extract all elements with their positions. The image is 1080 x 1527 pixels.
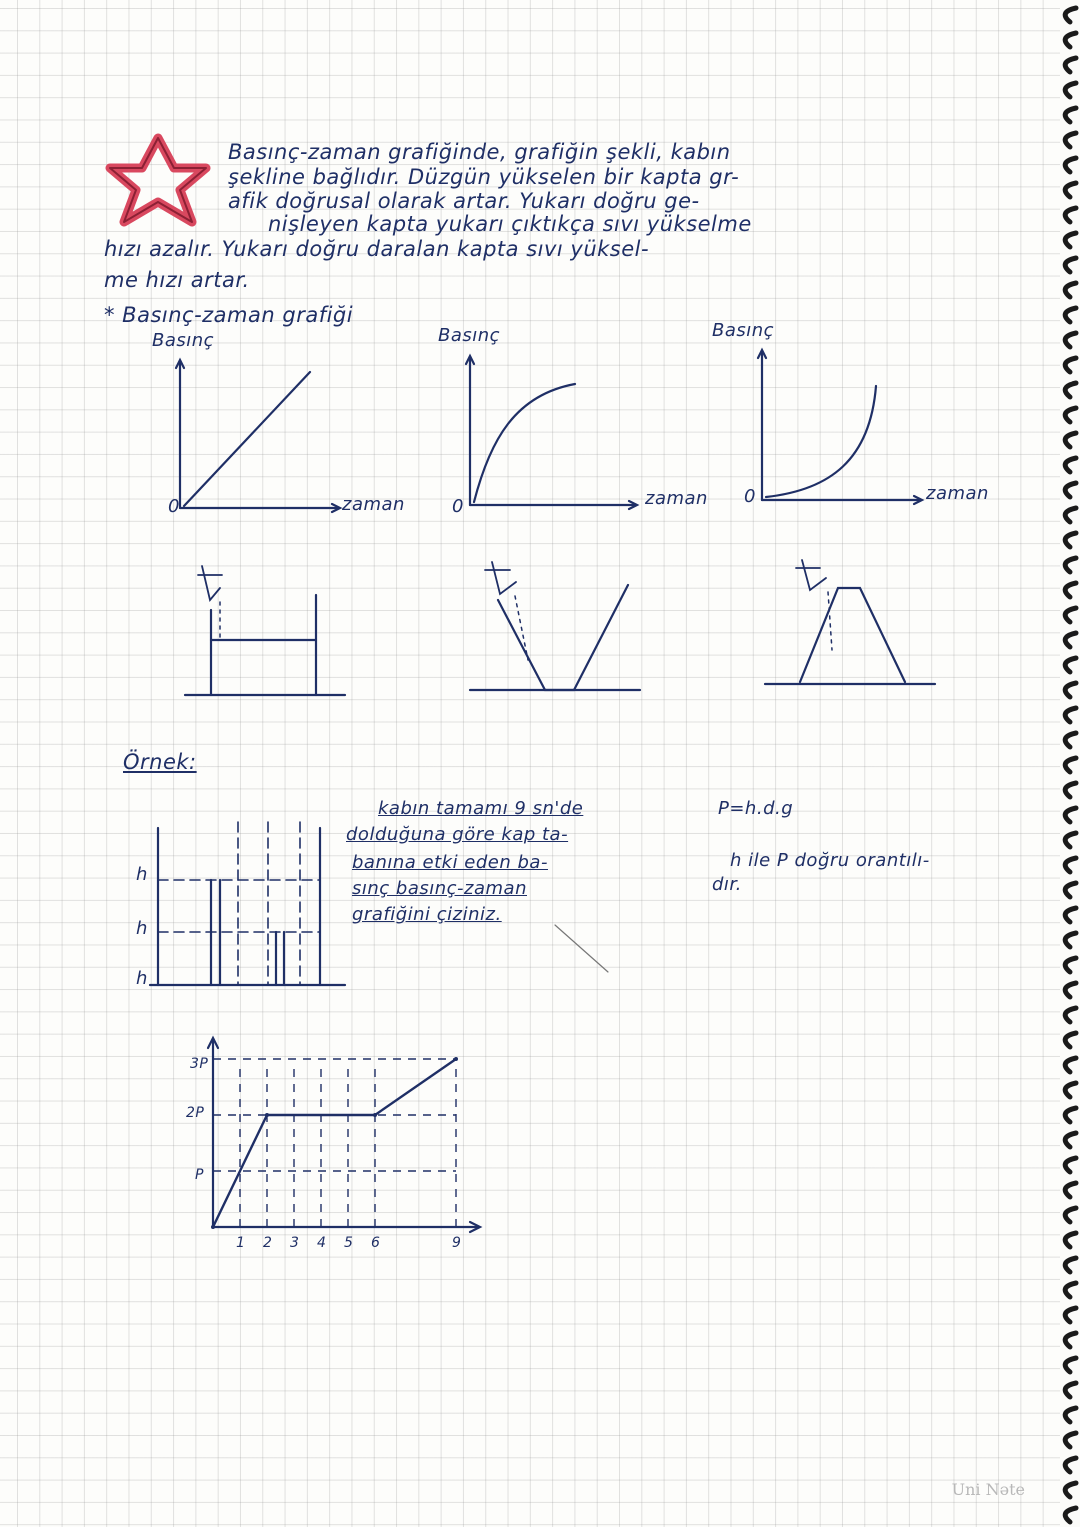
spiral-ring xyxy=(1065,1058,1076,1072)
spiral-ring xyxy=(1065,1433,1076,1447)
spiral-ring xyxy=(1065,383,1076,397)
spiral-ring xyxy=(1065,133,1076,147)
spiral-ring xyxy=(1065,333,1076,347)
spiral-ring xyxy=(1065,33,1076,47)
spiral-ring xyxy=(1065,908,1076,922)
spiral-ring xyxy=(1065,1483,1076,1497)
spiral-ring xyxy=(1065,583,1076,597)
question-line-5: grafiğini çiziniz. xyxy=(352,904,502,925)
spiral-ring xyxy=(1065,708,1076,722)
watermark: Uni Nəte xyxy=(951,1480,1025,1499)
solution-xtick-1: 1 xyxy=(236,1235,245,1251)
spiral-ring xyxy=(1065,1183,1076,1197)
spiral-ring xyxy=(1065,733,1076,747)
spiral-ring xyxy=(1065,1158,1076,1172)
spiral-ring xyxy=(1065,683,1076,697)
spiral-ring xyxy=(1065,833,1076,847)
spiral-ring xyxy=(1065,958,1076,972)
spiral-ring xyxy=(1065,433,1076,447)
spiral-ring xyxy=(1065,858,1076,872)
spiral-ring xyxy=(1065,533,1076,547)
note-line-2: h ile P doğru orantılı- xyxy=(730,850,930,871)
height-label-3: h xyxy=(136,968,148,989)
spiral-ring xyxy=(1065,1508,1076,1522)
intro-line-1: Basınç-zaman grafiğinde, grafiğin şekli, kabın xyxy=(228,140,731,164)
spiral-ring xyxy=(1065,758,1076,772)
spiral-ring xyxy=(1065,558,1076,572)
question-line-4: sınç basınç-zaman xyxy=(352,878,527,899)
intro-line-5: hızı azalır. Yukarı doğru daralan kapta sıvı yüksel- xyxy=(104,237,650,261)
spiral-ring xyxy=(1065,1033,1076,1047)
question-line-1: kabın tamamı 9 sn'de xyxy=(378,798,584,819)
spiral-ring xyxy=(1065,8,1076,22)
spiral-ring xyxy=(1065,308,1076,322)
spiral-ring xyxy=(1065,1008,1076,1022)
graph3-origin: 0 xyxy=(744,486,756,507)
intro-line-3: afik doğrusal olarak artar. Yukarı doğru ge- xyxy=(228,189,700,213)
note-formula: P=h.d.g xyxy=(718,798,794,819)
spiral-ring xyxy=(1065,183,1076,197)
spiral-ring xyxy=(1065,783,1076,797)
spiral-ring xyxy=(1065,1308,1076,1322)
spiral-ring xyxy=(1065,883,1076,897)
spiral-ring xyxy=(1065,1258,1076,1272)
graph2-xlabel: zaman xyxy=(645,488,708,509)
solution-ytick-3p: 3P xyxy=(190,1056,209,1072)
spiral-ring xyxy=(1065,608,1076,622)
spiral-ring xyxy=(1065,633,1076,647)
solution-ytick-2p: 2P xyxy=(186,1105,205,1121)
graph3-ylabel: Basınç xyxy=(712,320,775,341)
spiral-ring xyxy=(1065,1358,1076,1372)
solution-ytick-p: P xyxy=(195,1167,204,1183)
spiral-ring xyxy=(1065,58,1076,72)
spiral-ring xyxy=(1065,208,1076,222)
spiral-ring xyxy=(1065,158,1076,172)
spiral-ring xyxy=(1065,1208,1076,1222)
question-line-2: dolduğuna göre kap ta- xyxy=(346,824,569,845)
spiral-ring xyxy=(1065,658,1076,672)
spiral-ring xyxy=(1065,1108,1076,1122)
graph3-xlabel: zaman xyxy=(926,483,989,504)
solution-xtick-3: 3 xyxy=(290,1235,299,1251)
height-label-2: h xyxy=(136,918,148,939)
spiral-ring xyxy=(1065,358,1076,372)
example-label: Örnek: xyxy=(123,750,197,774)
spiral-ring xyxy=(1065,933,1076,947)
solution-xtick-9: 9 xyxy=(452,1235,461,1251)
solution-xtick-5: 5 xyxy=(344,1235,353,1251)
spiral-ring xyxy=(1065,1233,1076,1247)
question-line-3: banına etki eden ba- xyxy=(352,852,548,873)
intro-line-2: şekline bağlıdır. Düzgün yükselen bir kapta gr- xyxy=(228,165,740,189)
spiral-ring xyxy=(1065,1133,1076,1147)
section-title: * Basınç-zaman grafiği xyxy=(104,303,354,327)
intro-line-6: me hızı artar. xyxy=(104,268,250,292)
spiral-ring xyxy=(1065,483,1076,497)
spiral-binding xyxy=(1040,0,1080,1527)
intro-line-4: nişleyen kapta yukarı çıktıkça sıvı yükselme xyxy=(268,212,752,236)
spiral-ring xyxy=(1065,808,1076,822)
graph2-ylabel: Basınç xyxy=(438,325,501,346)
spiral-ring xyxy=(1065,283,1076,297)
graph2-origin: 0 xyxy=(452,496,464,517)
spiral-ring xyxy=(1065,408,1076,422)
solution-xtick-2: 2 xyxy=(263,1235,272,1251)
spiral-ring xyxy=(1065,983,1076,997)
spiral-ring xyxy=(1065,258,1076,272)
spiral-ring xyxy=(1065,1083,1076,1097)
solution-xtick-6: 6 xyxy=(371,1235,380,1251)
spiral-ring xyxy=(1065,1408,1076,1422)
spiral-ring xyxy=(1065,233,1076,247)
spiral-ring xyxy=(1065,83,1076,97)
spiral-ring xyxy=(1065,1383,1076,1397)
graph1-origin: 0 xyxy=(168,496,180,517)
spiral-ring xyxy=(1065,508,1076,522)
note-line-3: dır. xyxy=(712,874,742,895)
graph1-ylabel: Basınç xyxy=(152,330,215,351)
spiral-ring xyxy=(1065,1333,1076,1347)
spiral-ring xyxy=(1065,458,1076,472)
spiral-ring xyxy=(1065,108,1076,122)
spiral-ring xyxy=(1065,1458,1076,1472)
solution-xtick-4: 4 xyxy=(317,1235,326,1251)
height-label-1: h xyxy=(136,864,148,885)
graph1-xlabel: zaman xyxy=(342,494,405,515)
spiral-ring xyxy=(1065,1283,1076,1297)
